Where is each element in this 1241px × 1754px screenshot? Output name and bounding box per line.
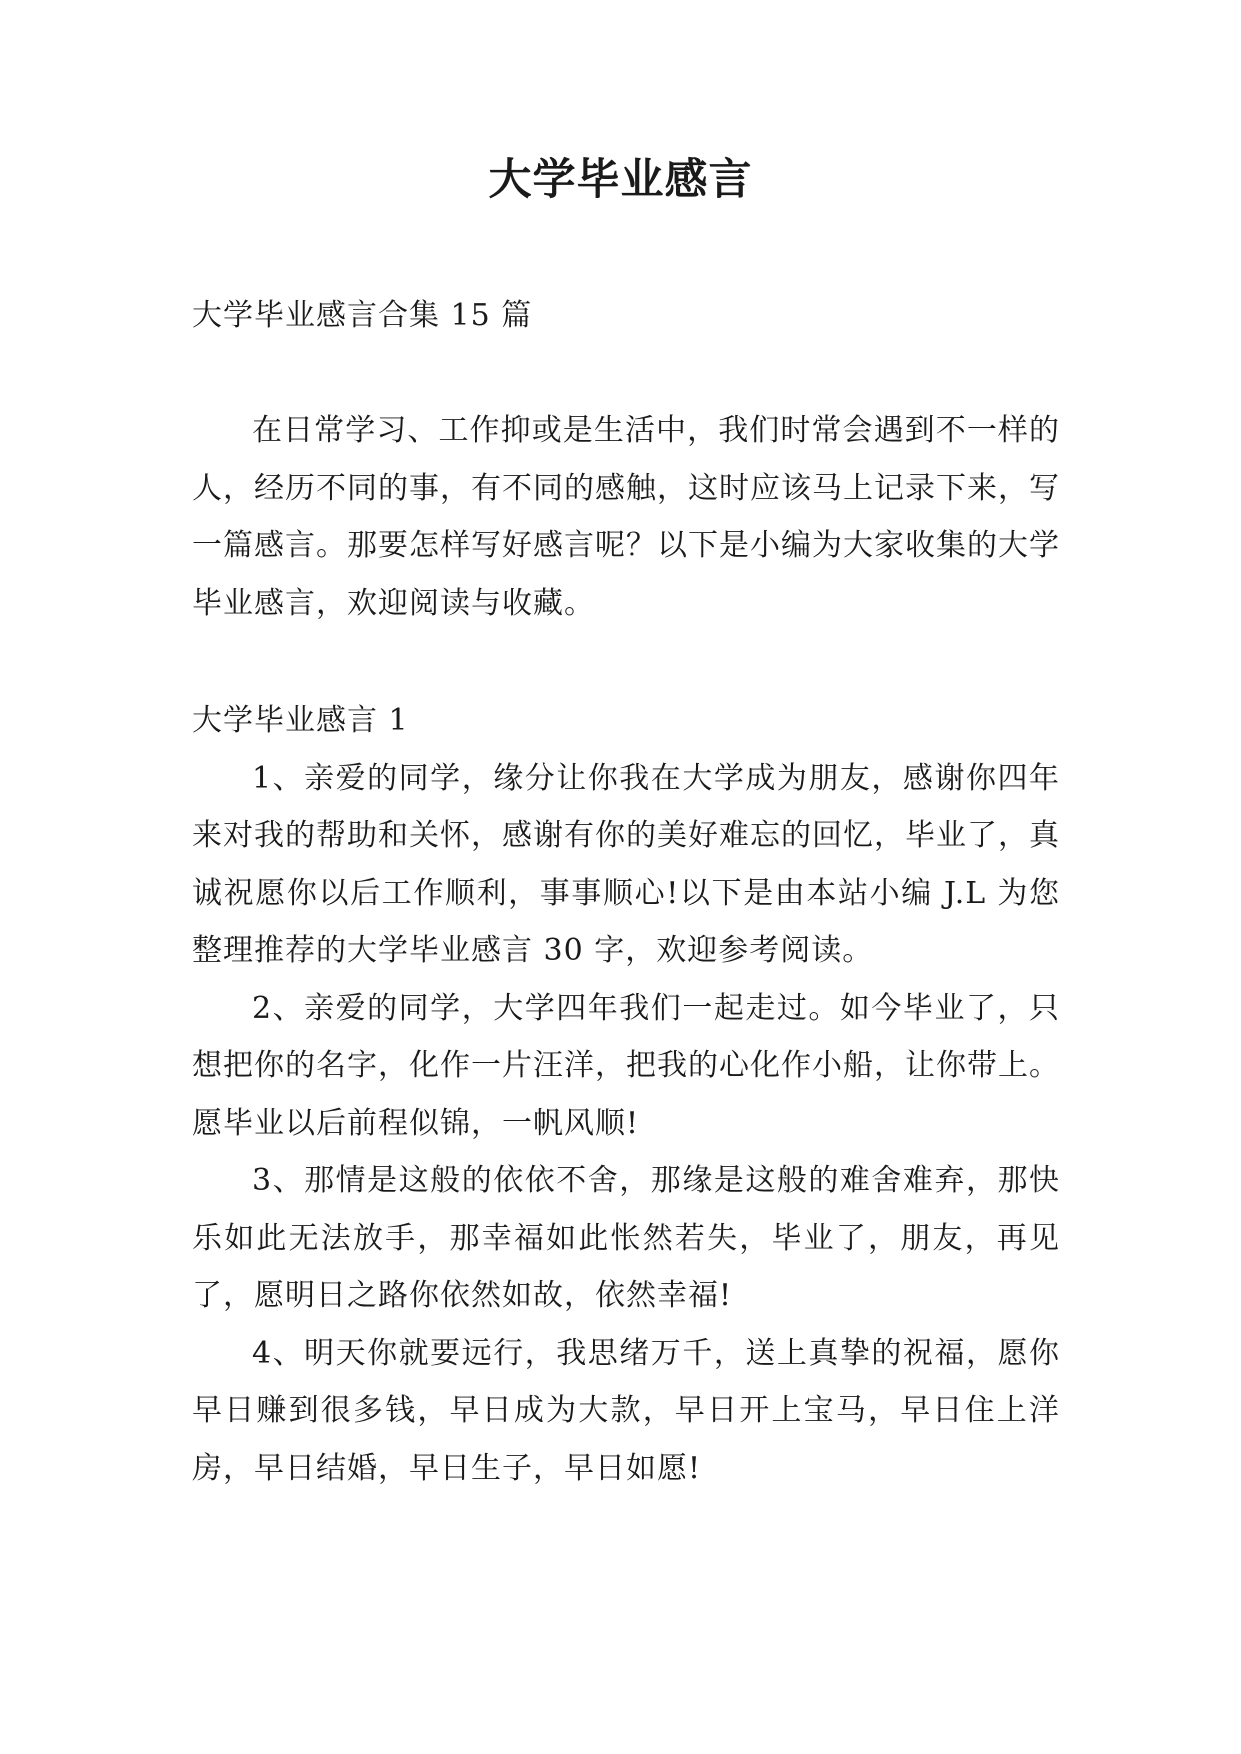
section-spacer: [192, 632, 1060, 692]
paragraph-4: 4、明天你就要远行，我思绪万千，送上真挚的祝福，愿你早日赚到很多钱，早日成为大款，早日开上宝马，早日住上洋房，早日结婚，早日生子，早日如愿!: [192, 1335, 1060, 1486]
document-title: 大学毕业感言: [488, 155, 753, 205]
intro-paragraph: 在日常学习、工作抑或是生活中，我们时常会遇到不一样的人，经历不同的事，有不同的感触，这时应该马上记录下来，写一篇感言。那要怎样写好感言呢？以下是小编为大家收集的大学毕业感言，欢迎阅读与收藏。: [192, 413, 1060, 621]
section-heading: 大学毕业感言 1: [192, 703, 409, 738]
paragraph-2: 2、亲爱的同学，大学四年我们一起走过。如今毕业了，只想把你的名字，化作一片汪洋，把我的心化作小船，让你带上。愿毕业以后前程似锦，一帆风顺!: [192, 990, 1060, 1141]
paragraph-1: 1、亲爱的同学，缘分让你我在大学成为朋友，感谢你四年来对我的帮助和关怀，感谢有你的美好难忘的回忆，毕业了，真诚祝愿你以后工作顺利，事事顺心!以下是由本站小编 J.L 为您整理推荐的大学毕业感言 30 字，欢迎参考阅读。: [192, 760, 1060, 968]
document-body: [192, 402, 1060, 1497]
paragraph-3: 3、那情是这般的依依不舍，那缘是这般的难舍难弃，那快乐如此无法放手，那幸福如此怅然若失，毕业了，朋友，再见了，愿明日之路你依然如故，依然幸福!: [192, 1163, 1060, 1313]
document-subtitle: 大学毕业感言合集 15 篇: [192, 298, 533, 333]
